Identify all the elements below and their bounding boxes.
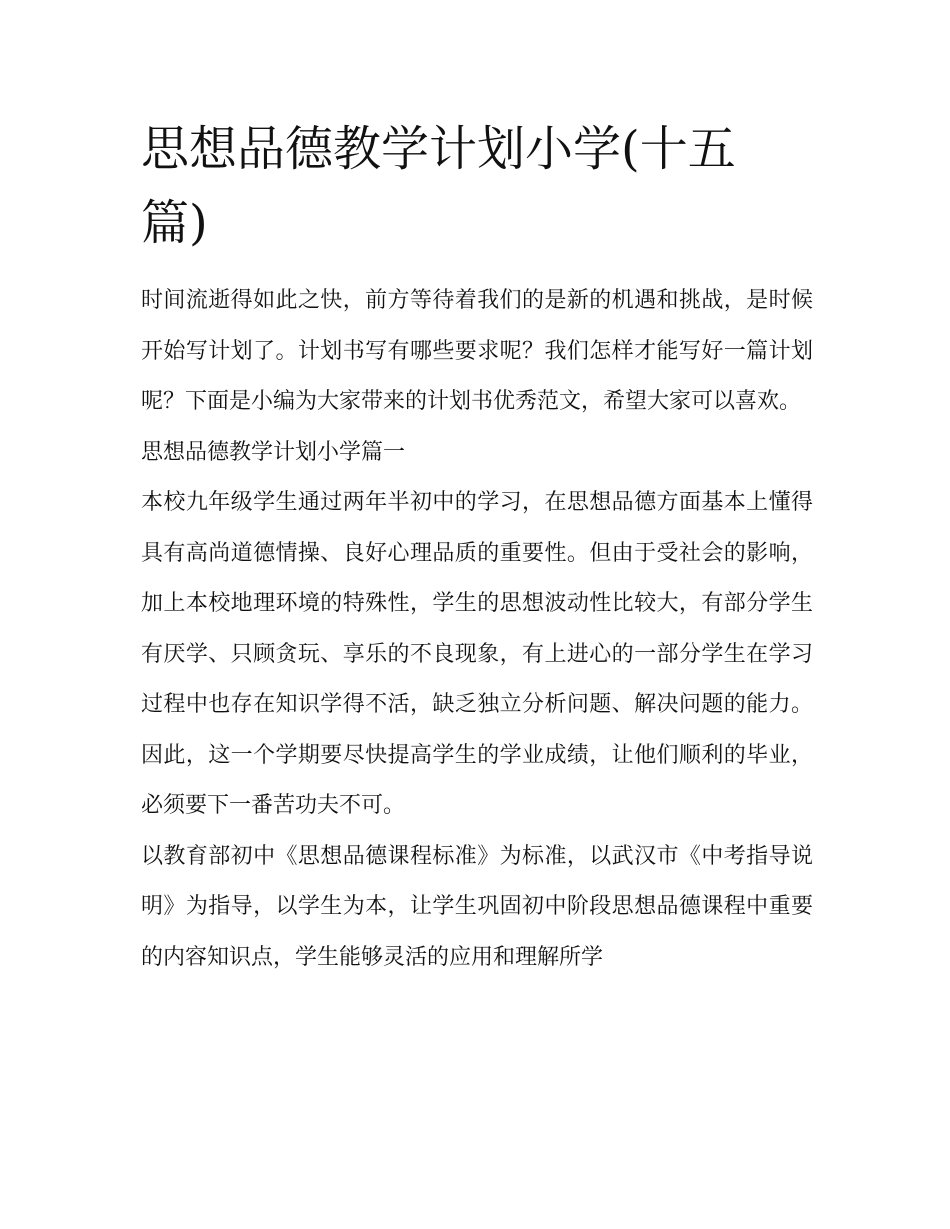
body-paragraph-2: 以教育部初中《思想品德课程标准》为标准，以武汉市《中考指导说明》为指导，以学生为本，让学生巩固初中阶段思想品德课程中重要的内容知识点，学生能够灵活的应用和理解所学 [141,843,813,970]
document-page [141,112,813,983]
document-title: 思想品德教学计划小学(十五篇) [141,121,736,251]
body-paragraph-1: 本校九年级学生通过两年半初中的学习，在思想品德方面基本上懂得具有高尚道德情操、良好心理品质的重要性。但由于受社会的影响，加上本校地理环境的特殊性，学生的思想波动性比较大，有部分学生有厌学、只顾贪玩、享乐的不良现象，有上进心的一部分学生在学习过程中也存在知识学得不活，缺乏独立分析问题、解决问题的能力。因此，这一个学期要尽快提高学生的学业成绩，让他们顺利的毕业，必须要下一番苦功夫不可。 [141,490,813,818]
intro-paragraph: 时间流逝得如此之快，前方等待着我们的是新的机遇和挑战，是时候开始写计划了。计划书写有哪些要求呢？我们怎样才能写好一篇计划呢？下面是小编为大家带来的计划书优秀范文，希望大家可以喜欢。 [141,288,813,414]
section-heading: 思想品德教学计划小学篇一 [141,439,406,465]
